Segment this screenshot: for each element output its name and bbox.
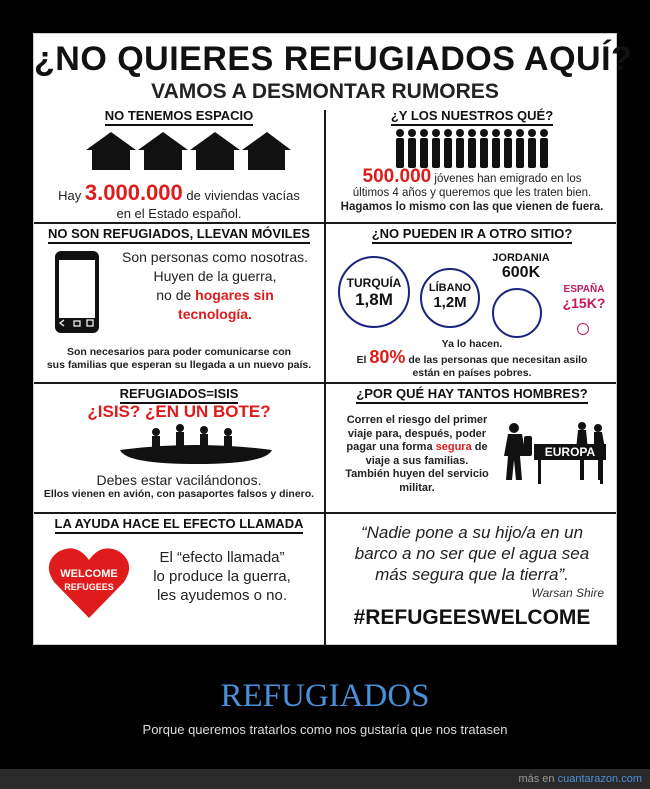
text-fragment: El “efecto llamada”: [159, 549, 285, 566]
heart-icon: [48, 544, 130, 620]
text-fragment: tecnología.: [178, 306, 252, 322]
emigrants-number: 500.000: [362, 166, 432, 187]
text-fragment: Son necesarios para poder comunicarse con: [66, 346, 292, 358]
percent-value: 80%: [369, 347, 406, 367]
panel-our-people: [326, 108, 618, 222]
text-fragment: Ya lo hacen.: [441, 338, 503, 350]
houses-icon: [86, 130, 291, 172]
site-link[interactable]: cuantarazon.com: [557, 773, 642, 785]
text-fragment: Corren el riesgo del primer: [346, 414, 488, 426]
country-value: 600K: [501, 264, 541, 281]
lebanon-circle: [420, 268, 480, 328]
text-fragment: hogares sin: [195, 287, 274, 303]
text-fragment: no de: [156, 287, 192, 303]
text-fragment: de viviendas vacías: [186, 188, 300, 203]
panel-other-places: [326, 226, 618, 382]
text-fragment: El: [356, 354, 367, 366]
panel-phones: [34, 226, 324, 382]
poster-title: ¿NO QUIERES REFUGIADOS AQUÍ?: [34, 40, 633, 78]
text-fragment: militar.: [399, 481, 435, 494]
men-text: [332, 414, 502, 495]
panel-heading: LA AYUDA HACE EL EFECTO LLAMADA: [55, 516, 304, 534]
phones-bottom-text: [34, 346, 324, 372]
panel-heading: ¿POR QUÉ HAY TANTOS HOMBRES?: [356, 386, 587, 404]
panel-men: [326, 386, 618, 512]
panel-heading: NO SON REFUGIADOS, LLEVAN MÓVILES: [48, 226, 310, 244]
panel-heading: ¿NO PUEDEN IR A OTRO SITIO?: [372, 226, 573, 244]
boat-icon: [116, 422, 276, 466]
post-subtitle: Porque queremos tratarlos como nos gustaría que nos tratasen: [142, 722, 508, 737]
jordan-label: [486, 252, 556, 282]
text-fragment: en el Estado español.: [116, 206, 242, 221]
text-fragment: Huyen de la guerra,: [153, 268, 277, 284]
smartphone-icon: [54, 250, 100, 334]
crowd-icon: [394, 128, 554, 168]
jordan-circle: [492, 288, 542, 338]
spain-circle: [577, 323, 589, 335]
asylum-text: [326, 338, 618, 380]
text-fragment: barco a no ser que el agua sea: [354, 544, 590, 563]
panel-quote: [326, 516, 618, 646]
country-value: 1,2M: [433, 294, 467, 311]
europe-sign-text: EUROPA: [544, 445, 596, 459]
country-value: ¿15K?: [562, 295, 606, 311]
text-fragment: Hay: [58, 188, 82, 203]
poster-subtitle: VAMOS A DESMONTAR RUMORES: [151, 80, 499, 103]
text-fragment: últimos 4 años y queremos que les traten bien.: [352, 187, 592, 199]
text-fragment: lo produce la guerra,: [153, 568, 291, 585]
panel-pull-effect: [34, 516, 324, 646]
text-fragment: de: [474, 441, 488, 453]
text-fragment: También huyen del servicio: [345, 468, 489, 480]
heart-text-refugees: REFUGEES: [64, 582, 114, 592]
hashtag: #REFUGEESWELCOME: [353, 606, 591, 629]
text-fragment: Hagamos lo mismo con las que vienen de fuera.: [340, 201, 604, 213]
text-fragment: segura: [435, 441, 472, 453]
panel-heading: REFUGIADOS=ISIS: [120, 386, 239, 404]
emigration-text: [326, 166, 618, 214]
more-on-label: más en: [518, 773, 555, 785]
text-fragment: de las personas que necesitan asilo: [408, 354, 588, 366]
post-title[interactable]: REFUGIADOS: [220, 678, 430, 714]
panel-space: [34, 108, 324, 222]
spain-label: [554, 284, 614, 311]
text-fragment: más segura que la tierra”.: [375, 565, 569, 584]
text-fragment: viaje para, después, poder: [347, 427, 487, 440]
country-name: JORDANIA: [492, 252, 550, 264]
text-fragment: Ellos vienen en avión, con pasaportes falsos y dinero.: [43, 488, 315, 500]
quote-author: Warsan Shire: [531, 586, 604, 600]
country-value: 1,8M: [355, 290, 393, 309]
country-name: ESPAÑA: [563, 284, 605, 295]
text-fragment: “Nadie pone a su hijo/a en un: [360, 523, 584, 542]
more-on-text: [518, 773, 642, 785]
europe-sign-illustration: [500, 420, 616, 486]
text-fragment: les ayudemos o no.: [156, 587, 288, 604]
panel-heading: NO TENEMOS ESPACIO: [105, 108, 254, 126]
empty-homes-number: 3.000.000: [84, 180, 183, 205]
text-fragment: Son personas como nosotras.: [122, 249, 308, 265]
isis-boat-text: ¿ISIS? ¿EN UN BOTE?: [87, 402, 271, 421]
text-fragment: Debes estar vacilándonos.: [96, 472, 262, 488]
text-fragment: jóvenes han emigrado en los: [434, 173, 582, 185]
heart-text-welcome: WELCOME: [60, 568, 118, 580]
quote-text: [334, 522, 610, 585]
text-fragment: están en países pobres.: [412, 367, 532, 379]
pull-effect-text: [132, 548, 312, 605]
infographic-poster: [33, 33, 633, 645]
panel-heading: ¿Y LOS NUESTROS QUÉ?: [391, 108, 553, 126]
people-text: [106, 248, 324, 324]
text-fragment: sus familias que esperan su llegada a un nuevo país.: [46, 359, 312, 371]
panel-isis: [34, 386, 324, 512]
text-fragment: pagar una forma: [346, 441, 433, 453]
country-name: TURQUÍA: [346, 276, 402, 290]
empty-homes-text: [34, 180, 324, 221]
isis-text: [34, 472, 324, 500]
text-fragment: viaje a sus familias.: [365, 454, 469, 467]
turkey-circle: [338, 256, 410, 328]
country-name: LÍBANO: [428, 282, 472, 294]
